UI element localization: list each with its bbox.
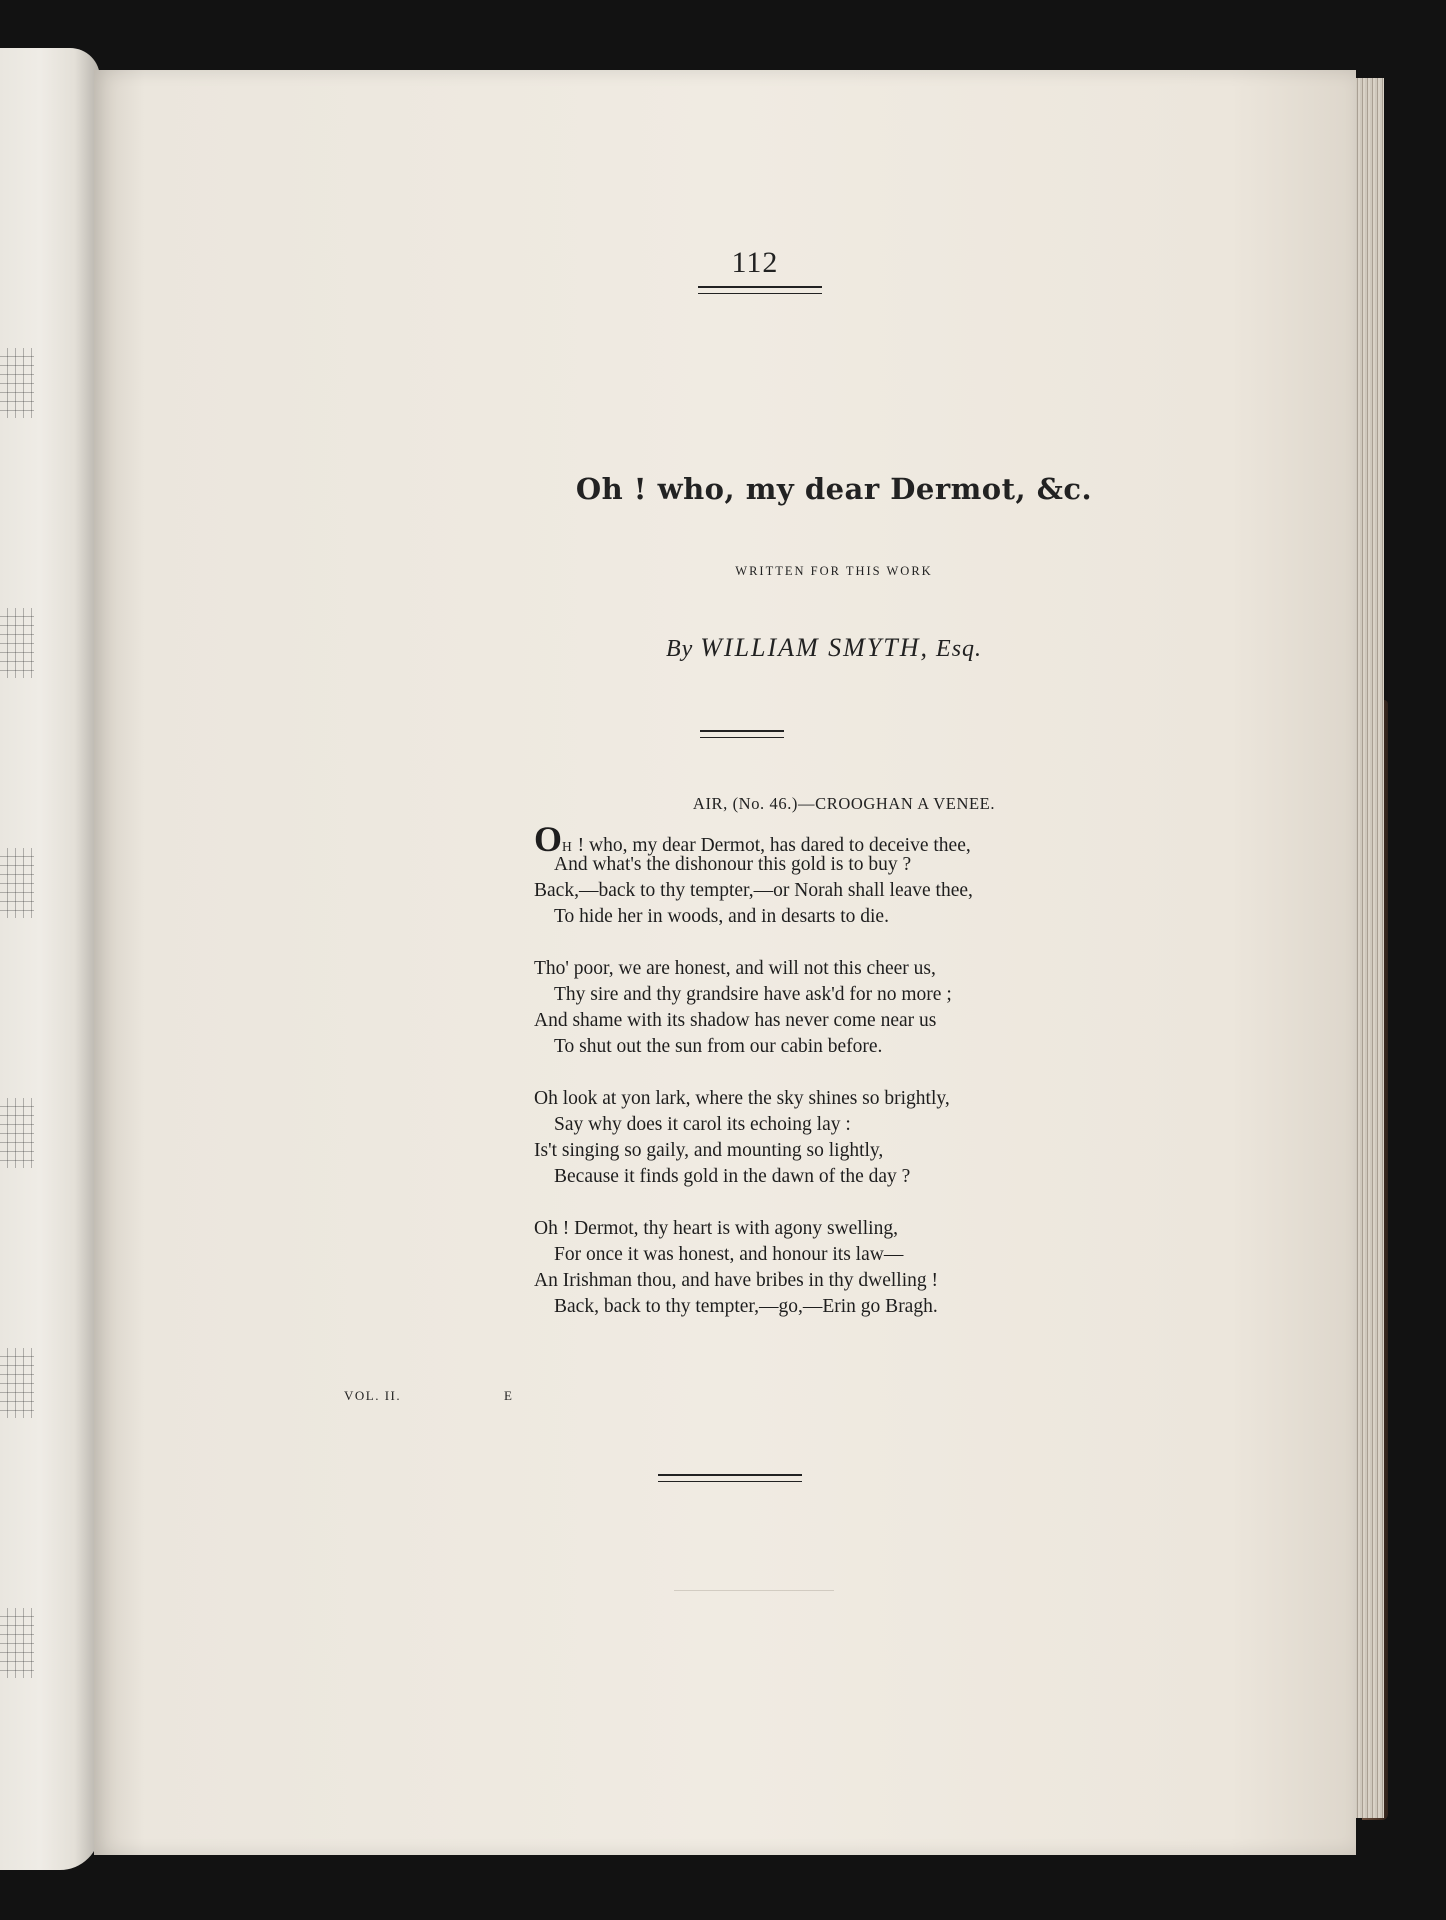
byline-prefix: By (665, 636, 694, 662)
author-byline (594, 633, 1054, 663)
stanza-4 (534, 1216, 1094, 1320)
page-content (94, 70, 1356, 1855)
air-heading: AIR, (No. 46.)—CROOGHAN A VENEE. (692, 794, 996, 813)
show-through-rule (674, 1590, 834, 1591)
music-staff-bleed (0, 1348, 34, 1418)
music-staff-bleed (0, 848, 34, 918)
poem-line: Because it finds gold in the dawn of the day ? (554, 1166, 911, 1187)
title-separator-rule (700, 730, 784, 738)
music-staff-bleed (0, 608, 34, 678)
book-page (94, 70, 1356, 1855)
poem-line: Oh ! Dermot, thy heart is with agony swelling, (534, 1218, 898, 1239)
poem-line: Thy sire and thy grandsire have ask'd for no more ; (554, 984, 952, 1005)
poem-line: An Irishman thou, and have bribes in thy dwelling ! (534, 1270, 939, 1291)
left-facing-page (0, 48, 100, 1870)
poem-line: Back,—back to thy tempter,—or Norah shall leave thee, (534, 880, 973, 901)
signature-mark: E (504, 1388, 512, 1403)
poem-line: Tho' poor, we are honest, and will not this cheer us, (534, 958, 936, 979)
poem-line: Back, back to thy tempter,—go,—Erin go Bragh. (554, 1296, 938, 1317)
closing-rule (658, 1474, 802, 1482)
page-number: 112 (731, 246, 779, 279)
page-number-rule (698, 286, 822, 294)
poem-line: Oh look at yon lark, where the sky shines so brightly, (534, 1088, 950, 1109)
poem-line (534, 819, 1094, 859)
stanza-1 (534, 819, 1094, 930)
music-staff-bleed (0, 1608, 34, 1678)
byline-suffix: Esq. (936, 636, 983, 662)
small-caps: H (562, 839, 573, 854)
poem-title: Oh ! who, my dear Dermot, &c. (575, 472, 1093, 506)
volume-marker: VOL. II. (344, 1388, 402, 1403)
poem-line: For once it was honest, and honour its law— (554, 1244, 904, 1265)
poem-line: Is't singing so gaily, and mounting so lightly, (534, 1140, 884, 1161)
poem-line: Say why does it carol its echoing lay : (554, 1114, 851, 1135)
poem-line: To shut out the sun from our cabin before. (554, 1036, 883, 1057)
music-staff-bleed (0, 348, 34, 418)
author-name: WILLIAM SMYTH, (700, 633, 930, 662)
stanza-3 (534, 1086, 1094, 1190)
first-line-text: ! who, my dear Dermot, has dared to deceive thee, (572, 835, 971, 856)
poem-line: And shame with its shadow has never come near us (534, 1010, 937, 1031)
poem-body (534, 819, 1094, 1346)
music-staff-bleed (0, 1098, 34, 1168)
written-for-line: WRITTEN FOR THIS WORK (735, 564, 933, 578)
drop-cap: O (534, 819, 563, 859)
poem-line: And what's the dishonour this gold is to buy ? (554, 854, 912, 875)
poem-line: To hide her in woods, and in desarts to die. (554, 906, 889, 927)
stanza-2 (534, 956, 1094, 1060)
